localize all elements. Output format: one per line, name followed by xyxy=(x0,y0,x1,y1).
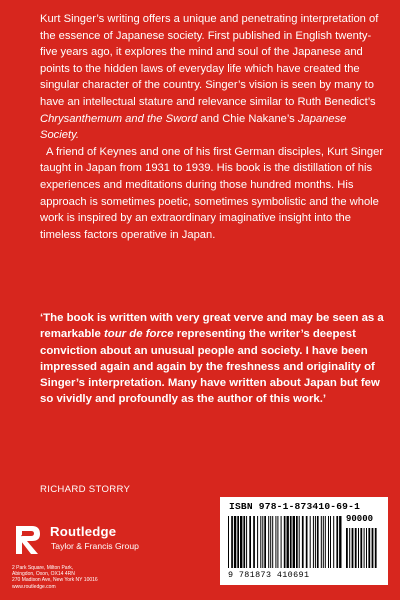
ean-digits: 9 781873 410691 xyxy=(228,570,310,580)
barcode-bar xyxy=(237,516,239,568)
isbn-label: ISBN 978-1-873410-69-1 xyxy=(229,501,361,512)
barcode-bar xyxy=(281,516,282,568)
barcode-bar xyxy=(262,516,263,568)
barcode-bar xyxy=(293,516,295,568)
barcode-bar xyxy=(323,516,324,568)
barcode-bar xyxy=(296,516,298,568)
barcode-bar xyxy=(234,516,236,568)
barcode-bar xyxy=(328,516,329,568)
barcode-bar xyxy=(277,516,278,568)
barcode-bars xyxy=(228,516,378,572)
barcode-bar xyxy=(249,516,251,568)
quote-text xyxy=(40,310,385,408)
barcode-addon-bar xyxy=(360,528,362,568)
barcode-addon-bar xyxy=(364,528,365,568)
address-line: 2 Park Square, Milton Park, xyxy=(12,565,74,571)
barcode-bar xyxy=(270,516,271,568)
quote-italic: tour de force xyxy=(103,328,174,341)
barcode-bar xyxy=(302,516,304,568)
price-addon-digits: 90000 xyxy=(346,514,374,524)
routledge-logo xyxy=(12,524,42,556)
quote-part: ‘The book is written with very great verve and may be seen as a remarkable xyxy=(40,312,384,341)
description-text: and Chie Nakane’s xyxy=(197,112,298,125)
barcode-bar xyxy=(275,516,276,568)
address-line: 270 Madison Ave, New York NY 10016 xyxy=(12,577,98,584)
barcode-bar xyxy=(310,516,311,568)
barcode-bar xyxy=(321,516,322,568)
barcode-bar xyxy=(313,516,314,568)
barcode-bar xyxy=(272,516,273,568)
publisher-group: Taylor & Francis Group xyxy=(51,541,139,551)
publisher-name: Routledge xyxy=(50,524,117,539)
book-description xyxy=(40,11,385,243)
barcode-bar xyxy=(231,516,233,568)
description-paragraph-2: A friend of Keynes and one of his first German disciples, Kurt Singer taught in Japan from 1931 to 1939. His book is the distillation of his experiences and meditations during those hundred months. His approach is sometimes poetic, sometimes symbolistic and the whole work is inspired by an extraordinary imaginative insight into the timeless factors operative in Japan. xyxy=(40,145,384,241)
description-paragraph-1 xyxy=(40,11,385,144)
barcode-bar xyxy=(268,516,269,568)
barcode-bar xyxy=(333,516,334,568)
barcode-bar xyxy=(287,516,289,568)
barcode-bar xyxy=(253,516,255,568)
barcode-addon-bar xyxy=(358,528,359,568)
barcode-bar xyxy=(325,516,326,568)
barcode-bar xyxy=(299,516,300,568)
barcode-bar xyxy=(228,516,229,568)
quote-attribution: RICHARD STORRY xyxy=(40,484,131,495)
review-quote xyxy=(40,310,385,408)
barcode-bar xyxy=(336,516,338,568)
barcode-bar xyxy=(240,516,242,568)
barcode-addon-bar xyxy=(355,528,357,568)
barcode-bar xyxy=(317,516,319,568)
barcode-addon-bar xyxy=(349,528,350,568)
barcode-bar xyxy=(339,516,341,568)
book-title-reference: Chrysanthemum and the Sword xyxy=(40,112,198,125)
barcode-bar xyxy=(246,516,247,568)
quote-part: representing the writer’s deepest conviction about an unusual people and society. I have been impressed again and again by the freshness and originality of Singer’s interpretation. Many have written about Japan but few so vividly and profoundly as the author of this work.’ xyxy=(40,328,380,406)
barcode-bar xyxy=(243,516,245,568)
barcode-bar xyxy=(306,516,308,568)
barcode-addon-bar xyxy=(352,528,354,568)
barcode-bar xyxy=(290,516,292,568)
barcode-addon-bar xyxy=(372,528,374,568)
barcode-bar xyxy=(330,516,331,568)
barcode-bar xyxy=(260,516,261,568)
barcode-bar xyxy=(315,516,316,568)
barcode-bar xyxy=(264,516,266,568)
isbn-barcode xyxy=(220,497,388,585)
address-line: www.routledge.com xyxy=(12,583,56,590)
barcode-bar xyxy=(284,516,286,568)
barcode-addon-bar xyxy=(368,528,370,568)
address-line: Abingdon, Oxon, OX14 4RN xyxy=(12,571,75,578)
barcode-bar xyxy=(257,516,258,568)
barcode-addon-bar xyxy=(366,528,367,568)
book-title-reference: Japanese Society. xyxy=(40,112,347,142)
description-text: Kurt Singer’s writing offers a unique and penetrating interpretation of the essence of Japanese society. First published in English twenty-five years ago, it explores the mind and soul of the Japanese and points to the hidden laws of everyday life which have created the singular character of the country. Singer’s vision is seen by many to have an intellectual stature and relevance similar to Ruth Benedict’s xyxy=(40,13,379,108)
barcode-addon-bar xyxy=(375,528,377,568)
barcode-addon-bar xyxy=(346,528,348,568)
publisher-address xyxy=(12,565,162,590)
